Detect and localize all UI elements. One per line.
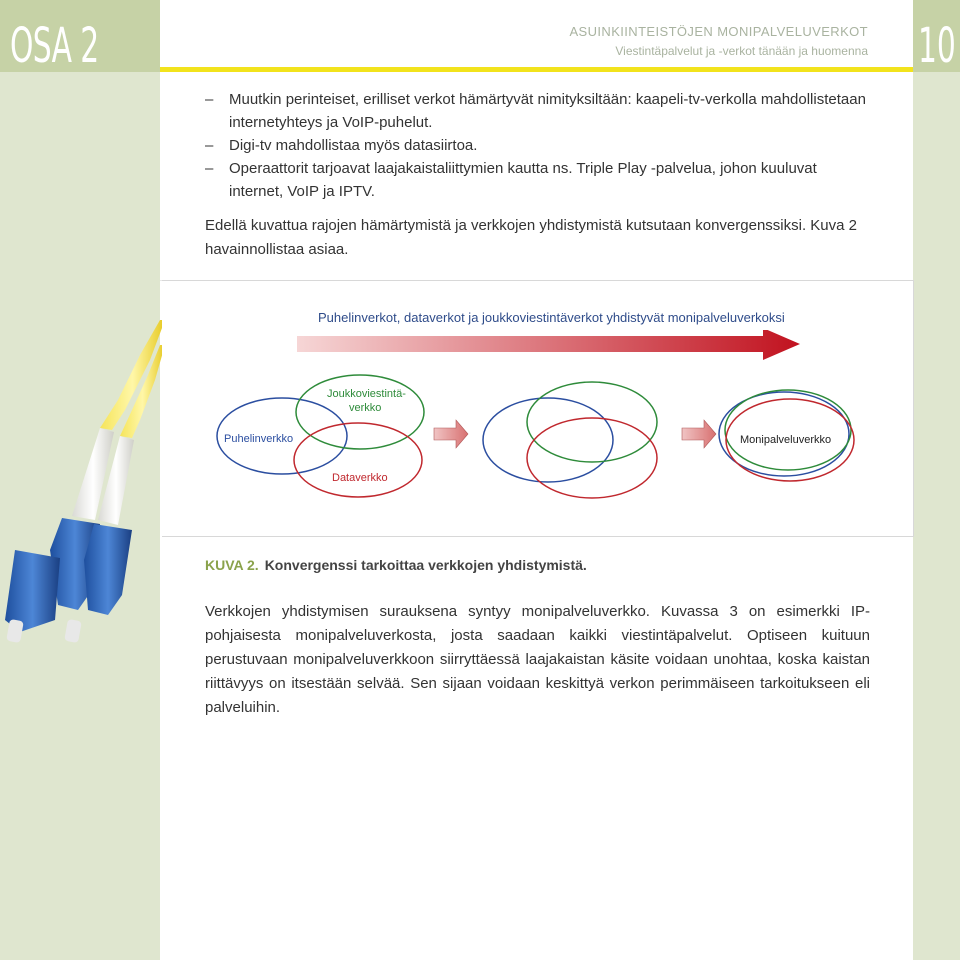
- bullet-list: [205, 88, 870, 203]
- page-number: 10: [918, 18, 956, 74]
- transition-arrow: [682, 420, 716, 448]
- list-item: – Digi-tv mahdollistaa myös datasiirtoa.: [205, 137, 478, 154]
- phone-network-circle: [483, 398, 613, 482]
- caption-text: Konvergenssi tarkoittaa verkkojen yhdistymistä.: [264, 557, 587, 573]
- figure-caption: [205, 557, 587, 573]
- list-item: – Muutkin perinteiset, erilliset verkot hämärtyvät nimityksiltään: kaapeli-tv-verkolla mahdollistetaan internetyhteys ja VoIP-puhelut.: [205, 91, 866, 131]
- convergence-diagram: [160, 330, 913, 510]
- body-paragraph: Verkkojen yhdistymisen surauksena syntyy monipalveluverkko. Kuvassa 3 on esimerkki IP-pohjaisesta monipalveluverkosta, josta saadaan kaikki viestintäpalvelut. Optiseen kuituun perustuvaan monipalveluverkkoon siirryttäessä laajakaistan käsite voidaan unohtaa, koska kaistan riittävyys on itsestään selvää. Sen sijaan voidaan keskittyä verkon perimmäiseen tarkoitukseen eli palveluihin.: [205, 603, 870, 716]
- convergence-arrow: [297, 330, 800, 360]
- data-network-circle: [527, 418, 657, 498]
- media-network-circle: [725, 390, 851, 470]
- header-title: ASUINKIINTEISTÖJEN MONIPALVELUVERKOT: [569, 24, 868, 39]
- phone-network-label: Puhelinverkko: [224, 433, 294, 445]
- multiservice-network-label: Monipalveluverkko: [740, 434, 832, 446]
- right-sidebar-band: [913, 0, 960, 960]
- fiber-optic-connectors-image: [0, 320, 165, 660]
- figure-heading: Puhelinverkot, dataverkot ja joukkoviestintäverkot yhdistyvät monipalveluverkoksi: [318, 310, 785, 325]
- data-network-circle: [294, 423, 422, 497]
- section-label: OSA 2: [10, 18, 99, 74]
- header-subtitle: Viestintäpalvelut ja -verkot tänään ja huomenna: [615, 44, 868, 58]
- data-network-label: Dataverkko: [332, 472, 388, 484]
- list-item: – Operaattorit tarjoavat laajakaistaliittymien kautta ns. Triple Play -palvelua, johon kuuluvat internet, VoIP ja IPTV.: [205, 160, 817, 200]
- media-network-circle: [527, 382, 657, 462]
- media-network-label: Joukkoviestintä-: [327, 388, 406, 400]
- caption-label: KUVA 2.: [205, 557, 259, 573]
- transition-arrow: [434, 420, 468, 448]
- media-network-label: verkko: [349, 402, 382, 414]
- intro-paragraph: Edellä kuvattua rajojen hämärtymistä ja verkkojen yhdistymistä kutsutaan konvergenssiksi. Kuva 2 havainnollistaa asiaa.: [205, 217, 857, 258]
